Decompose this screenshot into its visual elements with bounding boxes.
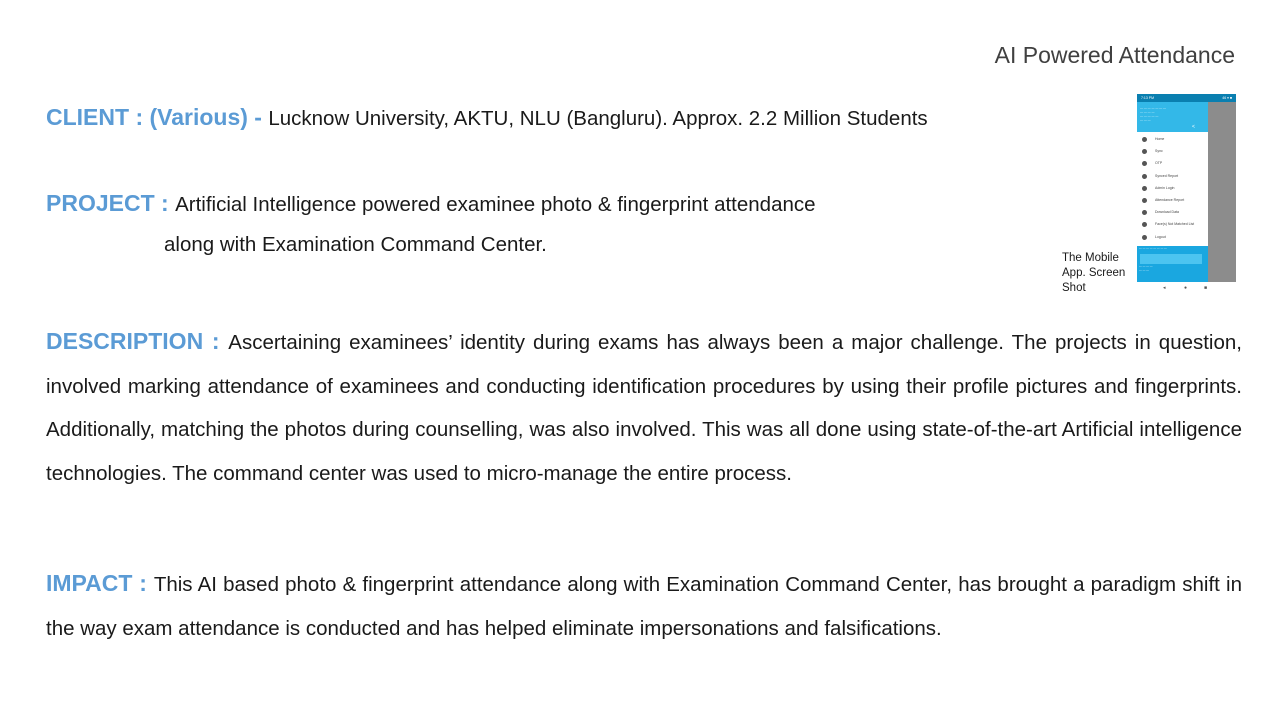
phone-menu-item: Logout [1137,232,1208,244]
phone-bottom-panel: — — — — — — — — — — — — — — — [1137,246,1208,282]
phone-status-bar: 7:13 PM 46 ▾ ■ [1137,94,1236,102]
phone-header: — — — — — — — — — — — — — — — — — — — [1137,102,1208,132]
phone-menu-item: Face(s) Not Matched List [1137,219,1208,231]
phone-menu-item: Home [1137,134,1208,146]
project-text-line2: along with Examination Command Center. [164,233,547,256]
phone-screenshot-caption: The Mobile App. Screen Shot [1062,252,1126,294]
phone-menu-item: OTP [1137,158,1208,170]
description-text: Ascertaining examinees’ identity during exams has always been a major challenge. The projects in question, involved marking attendance of examinees and conducting identification procedures by using their profile pictures and fingerprints. Additionally, matching the photos during counselling, was also involved. This was all done using state-of-the-art Artificial intelligence technologies. The command center was used to micro-manage the entire process. [46,331,1242,485]
slide-title: AI Powered Attendance [994,42,1235,68]
description-label: DESCRIPTION : [46,328,229,354]
client-line [46,104,928,131]
impact-label: IMPACT : [46,570,154,596]
project-text-line1: Artificial Intelligence powered examinee photo & fingerprint attendance [175,193,816,216]
project-line [46,190,816,217]
client-label: CLIENT : (Various) - [46,104,269,130]
phone-nav-bar: ◂ ● ■ [1137,282,1236,298]
phone-dimmed-area [1208,102,1236,282]
share-icon: < [1192,124,1195,130]
impact-text: This AI based photo & fingerprint attendance along with Examination Command Center, has brought a paradigm shift in the way exam attendance is conducted and has helped eliminate impersonations and falsifications. [46,573,1242,640]
client-text: Lucknow University, AKTU, NLU (Bangluru). Approx. 2.2 Million Students [268,107,928,130]
project-label: PROJECT : [46,190,176,216]
phone-menu-item: Sync [1137,146,1208,158]
phone-menu [1137,134,1208,244]
phone-menu-item: Admin Login [1137,183,1208,195]
phone-menu-item: Synced Report [1137,171,1208,183]
phone-menu-item: Download Data [1137,207,1208,219]
phone-menu-item: Attendance Report [1137,195,1208,207]
description-paragraph [46,320,1242,495]
mobile-app-screenshot [1137,94,1236,298]
impact-paragraph [46,562,1242,650]
